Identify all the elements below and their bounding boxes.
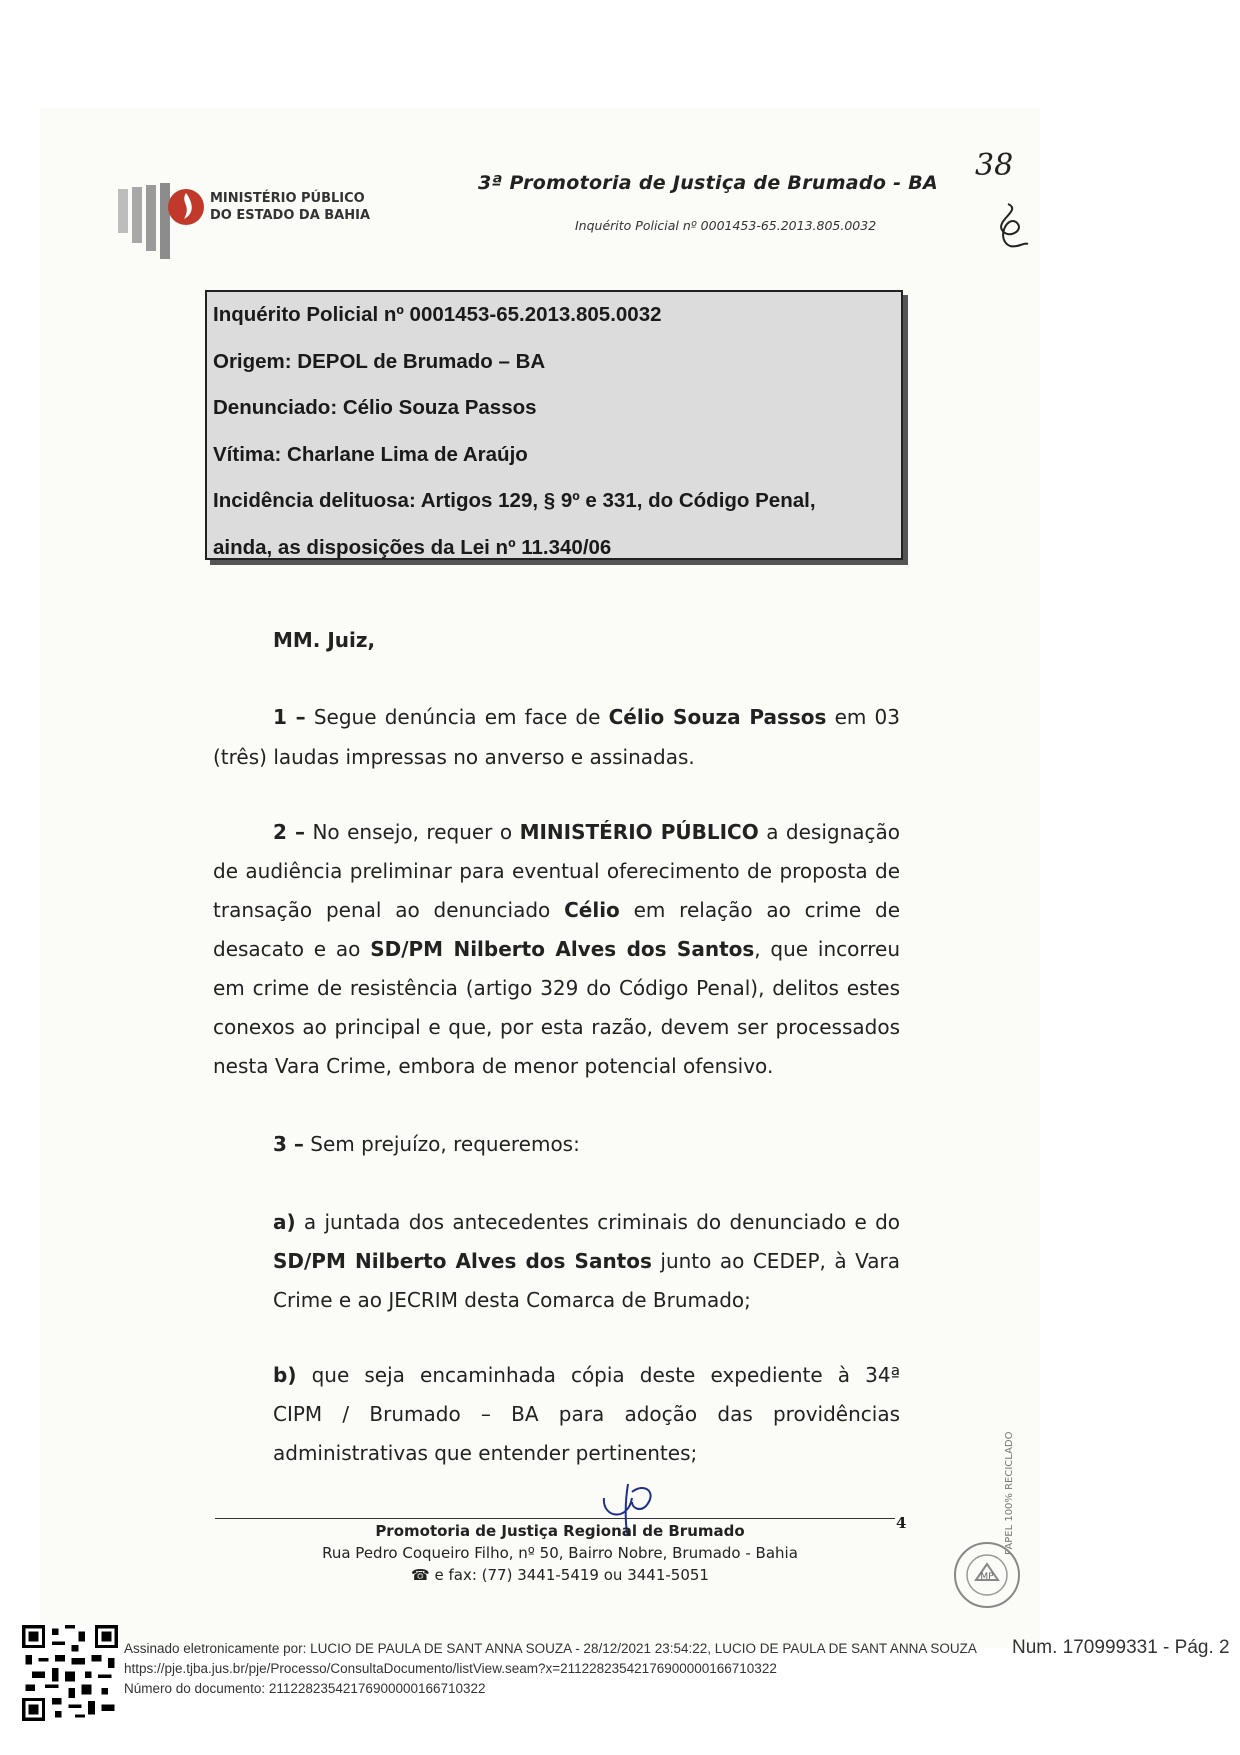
info-origem: Origem: DEPOL de Brumado – BA (213, 349, 546, 373)
num-pag-label: Num. 170999331 - Pág. 2 (1012, 1637, 1230, 1658)
item-a-name: SD/PM Nilberto Alves dos Santos (273, 1249, 652, 1273)
paragraph-1-line-2: (três) laudas impressas no anverso e assinadas. (213, 745, 695, 769)
item-b-line-2: CIPM / Brumado – BA para adoção das providências (273, 1402, 900, 1426)
item-a-line-1 (273, 1210, 900, 1234)
item-a-line-3: Crime e ao JECRIM desta Comarca de Brumado; (273, 1288, 751, 1312)
info-lei: ainda, as disposições da Lei nº 11.340/06 (213, 535, 612, 559)
handwritten-page-number: 38 (975, 148, 1014, 183)
p1-text-b: em 03 (834, 705, 900, 729)
item-b-label: b) (273, 1363, 297, 1387)
p2-number: 2 – (273, 820, 305, 844)
info-denunciado: Denunciado: Célio Souza Passos (213, 396, 537, 419)
item-a-label: a) (273, 1210, 296, 1234)
paragraph-2-line-4 (213, 937, 900, 961)
info-incidencia: Incidência delituosa: Artigos 129, § 9º e 331, do Código Penal, (213, 489, 816, 512)
p2-text-a: No ensejo, requer o (312, 820, 513, 844)
document-url-line[interactable]: https://pje.tjba.jus.br/pje/Processo/ConsultaDocumento/listView.seam?x=21122823542176900000166710322 (124, 1661, 777, 1676)
seal-text: MP (980, 1572, 994, 1582)
p2-l4-text-b: , que incorreu (754, 937, 900, 961)
item-a-text-b: junto ao CEDEP, à Vara (660, 1249, 900, 1273)
footer-divider (215, 1518, 895, 1519)
p2-l4-name: SD/PM Nilberto Alves dos Santos (370, 937, 755, 961)
footer-address: Rua Pedro Coqueiro Filho, nº 50, Bairro Nobre, Brumado - Bahia (322, 1544, 798, 1562)
salutation: MM. Juiz, (273, 628, 376, 652)
paragraph-2-line-3 (213, 898, 900, 922)
p2-l3-text-b: em relação ao crime de (633, 898, 900, 922)
inquerito-subtitle: Inquérito Policial nº 0001453-65.2013.805.0032 (575, 218, 877, 233)
info-inquerito: Inquérito Policial nº 0001453-65.2013.805.0032 (213, 303, 662, 326)
item-a-line-2 (273, 1249, 900, 1273)
signed-by-line: Assinado eletronicamente por: LUCIO DE PAULA DE SANT ANNA SOUZA - 28/12/2021 23:54:22, LUCIO DE PAULA DE SANT ANNA SOUZA (124, 1641, 977, 1656)
p2-ministerio: MINISTÉRIO PÚBLICO (519, 820, 759, 844)
item-a-text: a juntada dos antecedentes criminais do denunciado e do (303, 1210, 900, 1234)
recycled-seal-icon (952, 1540, 1022, 1610)
item-b-line-3: administrativas que entender pertinentes; (273, 1441, 698, 1465)
p2-l3-name: Célio (564, 898, 620, 922)
footer-org: Promotoria de Justiça Regional de Brumado (375, 1522, 745, 1540)
case-info-box (205, 290, 903, 560)
info-vitima: Vítima: Charlane Lima de Araújo (213, 442, 528, 466)
footer-phone: ☎ e fax: (77) 3441-5419 ou 3441-5051 (411, 1566, 709, 1584)
qr-code-icon (22, 1625, 118, 1721)
paragraph-1-line-1 (273, 705, 900, 729)
paragraph-3 (273, 1132, 580, 1156)
item-b-text: que seja encaminhada cópia deste expediente à 34ª (311, 1363, 900, 1387)
handwritten-initials-icon (988, 200, 1032, 250)
logo-text (210, 190, 370, 224)
p2-l3-text-a: transação penal ao denunciado (213, 898, 551, 922)
p1-text-a: Segue denúncia em face de (313, 705, 601, 729)
recycled-paper-note: PAPEL 100% RECICLADO (1004, 1431, 1015, 1555)
paragraph-2-line-2: de audiência preliminar para eventual oferecimento de proposta de (213, 859, 900, 883)
mp-logo-icon (118, 183, 206, 263)
p1-defendant-name: Célio Souza Passos (608, 705, 827, 729)
p3-number: 3 – (273, 1132, 304, 1156)
document-number-line: Número do documento: 21122823542176900000166710322 (124, 1681, 486, 1696)
paragraph-2-line-7: nesta Vara Crime, embora de menor potencial ofensivo. (213, 1054, 774, 1078)
paragraph-2-line-6: conexos ao principal e que, por esta razão, devem ser processados (213, 1015, 900, 1039)
promotoria-title: 3ª Promotoria de Justiça de Brumado - BA (478, 172, 938, 194)
p1-number: 1 – (273, 705, 306, 729)
footer-page-number: 4 (896, 1514, 907, 1532)
logo-line-1: MINISTÉRIO PÚBLICO (210, 191, 365, 206)
p2-text-b: a designação (766, 820, 901, 844)
logo-line-2: DO ESTADO DA BAHIA (210, 208, 371, 223)
item-b-line-1 (273, 1363, 900, 1387)
p3-text: Sem prejuízo, requeremos: (310, 1132, 580, 1156)
p2-l4-text-a: desacato e ao (213, 937, 361, 961)
paragraph-2-line-5: em crime de resistência (artigo 329 do Código Penal), delitos estes (213, 976, 900, 1000)
paragraph-2-line-1 (273, 820, 900, 844)
